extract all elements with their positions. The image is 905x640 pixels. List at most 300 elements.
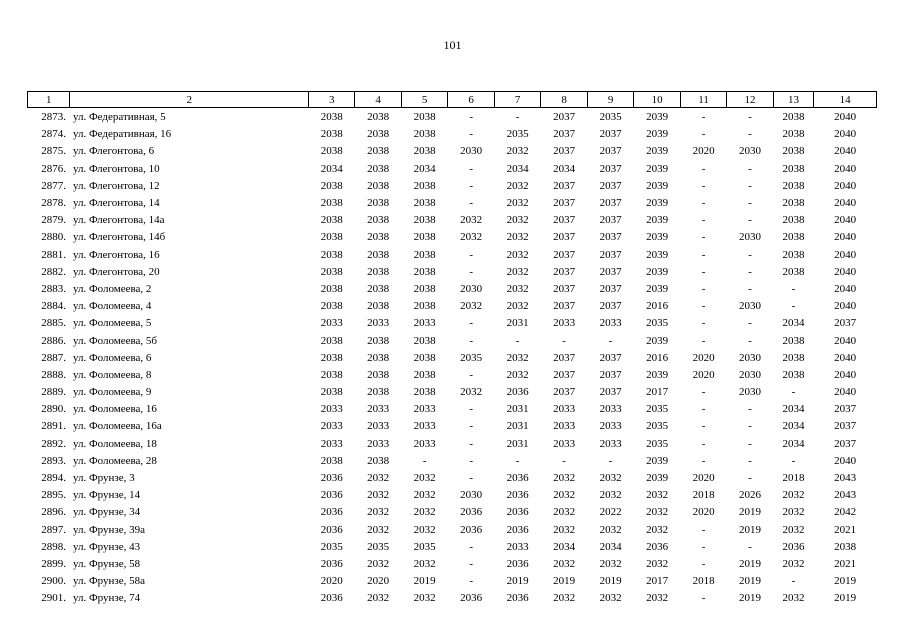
table-cell: 2032 — [553, 592, 576, 605]
table-cell: 2037 — [599, 282, 622, 295]
address-cell: ул. Федеративная, 16 — [72, 128, 172, 141]
table-row — [28, 315, 877, 332]
table-cell: 2038 — [320, 300, 343, 313]
table-row — [28, 126, 877, 143]
address-cell: ул. Фоломеева, 5б — [72, 334, 158, 347]
table-cell: 2038 — [413, 179, 436, 192]
table-row — [28, 229, 877, 246]
table-cell: 2038 — [782, 179, 805, 192]
table-cell: 2037 — [553, 128, 576, 141]
page-number: 101 — [443, 38, 462, 52]
row-number: 2884. — [41, 300, 66, 313]
table-cell: - — [791, 454, 796, 467]
address-cell: ул. Фоломеева, 8 — [72, 368, 152, 381]
table-cell: 2037 — [599, 300, 622, 313]
table-cell: 2036 — [506, 472, 529, 485]
table-cell: 2038 — [367, 454, 390, 467]
address-cell: ул. Фоломеева, 5 — [72, 317, 152, 330]
table-cell: 2036 — [506, 506, 529, 519]
address-cell: ул. Фрунзе, 39а — [72, 523, 145, 536]
table-cell: 2031 — [506, 437, 529, 450]
table-cell: 2038 — [367, 214, 390, 227]
table-cell: - — [701, 334, 706, 347]
table-cell: - — [748, 265, 752, 278]
table-cell: 2026 — [739, 489, 762, 502]
table-cell: 2038 — [782, 214, 805, 227]
table-cell: 2038 — [320, 214, 343, 227]
table-cell: 2034 — [506, 162, 529, 175]
table-cell: 2037 — [834, 420, 857, 433]
table-cell: 2032 — [782, 489, 805, 502]
row-number: 2875. — [41, 145, 66, 158]
table-cell: 2032 — [782, 592, 805, 605]
table-cell: - — [701, 231, 706, 244]
table-cell: 2040 — [834, 265, 857, 278]
table-cell: 2038 — [413, 334, 436, 347]
table-cell: - — [701, 300, 706, 313]
table-cell: - — [748, 162, 752, 175]
table-cell: 2032 — [506, 265, 529, 278]
address-cell: ул. Флегонтова, 14б — [72, 231, 166, 244]
table-cell: 2039 — [646, 472, 669, 485]
table-cell: 2039 — [646, 231, 669, 244]
address-cell: ул. Фрунзе, 3 — [72, 472, 135, 485]
table-cell: 2033 — [413, 403, 436, 416]
table-row — [28, 143, 877, 160]
table-cell: - — [469, 557, 473, 570]
table-cell: 2021 — [834, 557, 857, 570]
address-cell: ул. Фрунзе, 74 — [72, 592, 141, 605]
table-row — [28, 401, 877, 418]
row-number: 2874. — [41, 128, 66, 141]
table-cell: 2039 — [646, 248, 669, 261]
table-cell: 2038 — [367, 282, 390, 295]
table-header — [28, 92, 877, 108]
table-cell: 2038 — [320, 265, 343, 278]
address-cell: ул. Фрунзе, 58а — [72, 575, 145, 588]
table-cell: 2032 — [553, 472, 576, 485]
table-cell: 2037 — [553, 300, 576, 313]
table-cell: - — [748, 128, 752, 141]
table-cell: - — [748, 472, 752, 485]
column-header-6: 6 — [448, 92, 494, 108]
table-cell: 2030 — [739, 368, 762, 381]
table-cell: 2040 — [834, 351, 857, 364]
table-cell: 2038 — [320, 334, 343, 347]
table-cell: 2032 — [782, 523, 805, 536]
table-cell: 2021 — [834, 523, 857, 536]
table-cell: 2035 — [413, 540, 436, 553]
column-header-14: 14 — [814, 92, 877, 108]
table-cell: 2038 — [413, 351, 436, 364]
table-cell: - — [748, 317, 752, 330]
table-cell: 2039 — [646, 334, 669, 347]
table-cell: 2037 — [599, 265, 622, 278]
table-cell: 2033 — [320, 317, 343, 330]
column-header-13: 13 — [773, 92, 813, 108]
table-cell: 2043 — [834, 472, 857, 485]
address-cell: ул. Фоломеева, 16 — [72, 403, 157, 416]
table-row — [28, 178, 877, 195]
table-row — [28, 367, 877, 384]
table-cell: 2038 — [413, 145, 436, 158]
table-cell: 2042 — [834, 506, 857, 519]
table-row — [28, 470, 877, 487]
table-cell: - — [515, 334, 520, 347]
table-cell: 2037 — [553, 145, 576, 158]
table-cell: - — [608, 454, 613, 467]
table-cell: 2037 — [599, 197, 622, 210]
table-cell: 2038 — [413, 214, 436, 227]
table-cell: - — [701, 282, 706, 295]
table-cell: 2020 — [367, 575, 390, 588]
row-number: 2890. — [41, 403, 66, 416]
table-cell: 2037 — [599, 128, 622, 141]
table-cell: 2038 — [367, 179, 390, 192]
table-cell: 2038 — [320, 197, 343, 210]
table-cell: 2031 — [506, 420, 529, 433]
table-cell: 2040 — [834, 454, 857, 467]
table-cell: - — [748, 248, 752, 261]
table-cell: 2034 — [782, 403, 805, 416]
table-cell: 2037 — [599, 386, 622, 399]
table-cell: - — [701, 540, 706, 553]
address-cell: ул. Флегонтова, 6 — [72, 145, 155, 158]
table-row — [28, 590, 877, 607]
table-cell: 2038 — [320, 145, 343, 158]
address-cell: ул. Флегонтова, 10 — [72, 162, 160, 175]
table-cell: 2038 — [834, 540, 857, 553]
table-cell: 2030 — [739, 386, 762, 399]
table-cell: 2040 — [834, 214, 857, 227]
column-header-3: 3 — [308, 92, 354, 108]
address-cell: ул. Фрунзе, 43 — [72, 540, 141, 553]
table-cell: - — [748, 111, 752, 124]
address-cell: ул. Фрунзе, 14 — [72, 489, 141, 502]
table-cell: 2034 — [782, 420, 805, 433]
table-cell: 2032 — [506, 179, 529, 192]
table-cell: 2038 — [413, 300, 436, 313]
table-cell: 2039 — [646, 111, 669, 124]
header-row — [28, 92, 877, 108]
table-cell: 2032 — [460, 231, 483, 244]
table-cell: - — [562, 454, 566, 467]
column-header-11: 11 — [680, 92, 726, 108]
table-cell: 2032 — [413, 506, 436, 519]
column-header-8: 8 — [541, 92, 587, 108]
address-cell: ул. Фоломеева, 6 — [72, 351, 152, 364]
table-cell: 2038 — [413, 231, 436, 244]
table-cell: - — [701, 386, 706, 399]
table-cell: 2035 — [646, 437, 669, 450]
table-cell: 2031 — [506, 317, 529, 330]
address-cell: ул. Фрунзе, 58 — [72, 557, 141, 570]
table-cell: 2036 — [506, 592, 529, 605]
table-cell: 2032 — [646, 523, 669, 536]
table-cell: 2038 — [782, 162, 805, 175]
table-cell: 2037 — [553, 231, 576, 244]
table-cell: 2038 — [782, 197, 805, 210]
table-cell: 2030 — [460, 145, 483, 158]
table-cell: - — [701, 111, 706, 124]
table-cell: 2036 — [506, 557, 529, 570]
table-cell: 2032 — [506, 282, 529, 295]
table-cell: 2040 — [834, 386, 857, 399]
table-cell: - — [469, 128, 473, 141]
table-cell: 2034 — [553, 162, 576, 175]
table-cell: 2032 — [646, 506, 669, 519]
table-cell: - — [701, 248, 706, 261]
table-cell: 2035 — [320, 540, 343, 553]
table-cell: 2039 — [646, 265, 669, 278]
table-cell: 2036 — [320, 489, 343, 502]
table-cell: 2035 — [646, 317, 669, 330]
table-cell: 2036 — [460, 506, 483, 519]
table-cell: - — [469, 248, 473, 261]
table-cell: - — [469, 403, 473, 416]
table-cell: 2037 — [599, 214, 622, 227]
table-cell: 2034 — [320, 162, 343, 175]
table-cell: 2033 — [320, 403, 343, 416]
row-number: 2899. — [41, 557, 66, 570]
table-cell: 2033 — [553, 403, 576, 416]
table-cell: - — [469, 111, 473, 124]
table-cell: 2020 — [320, 575, 343, 588]
table-cell: 2035 — [460, 351, 483, 364]
table-cell: 2032 — [506, 197, 529, 210]
address-cell: ул. Флегонтова, 16 — [72, 248, 160, 261]
table-cell: 2032 — [599, 557, 622, 570]
table-cell: 2037 — [553, 197, 576, 210]
table-cell: 2036 — [506, 523, 529, 536]
column-header-7: 7 — [494, 92, 540, 108]
table-cell: - — [748, 334, 752, 347]
row-number: 2887. — [41, 351, 66, 364]
table-cell: 2037 — [599, 351, 622, 364]
table-cell: 2035 — [646, 420, 669, 433]
table-cell: 2032 — [782, 557, 805, 570]
table-cell: 2038 — [320, 179, 343, 192]
table-cell: - — [469, 179, 473, 192]
column-header-4: 4 — [355, 92, 401, 108]
table-cell: 2032 — [367, 557, 390, 570]
table-cell: 2038 — [413, 248, 436, 261]
table-cell: 2032 — [599, 472, 622, 485]
table-cell: 2037 — [599, 368, 622, 381]
table-cell: 2033 — [367, 420, 390, 433]
table-cell: 2031 — [506, 403, 529, 416]
table-cell: 2038 — [413, 197, 436, 210]
table-cell: 2039 — [646, 179, 669, 192]
table-cell: 2022 — [599, 506, 622, 519]
table-cell: 2037 — [553, 386, 576, 399]
table-cell: - — [701, 454, 706, 467]
table-cell: 2016 — [646, 300, 669, 313]
table-cell: 2033 — [367, 317, 390, 330]
table-cell: 2032 — [413, 489, 436, 502]
table-cell: 2039 — [646, 145, 669, 158]
table-cell: 2030 — [460, 282, 483, 295]
table-cell: - — [701, 128, 706, 141]
row-number: 2882. — [41, 265, 66, 278]
row-number: 2889. — [41, 386, 66, 399]
row-number: 2880. — [41, 231, 66, 244]
address-cell: ул. Флегонтова, 12 — [72, 179, 160, 192]
table-cell: 2033 — [320, 420, 343, 433]
table-cell: 2035 — [367, 540, 390, 553]
table-cell: - — [791, 575, 796, 588]
table-cell: 2032 — [506, 300, 529, 313]
table-cell: 2038 — [367, 231, 390, 244]
table-cell: 2032 — [367, 472, 390, 485]
table-cell: 2036 — [460, 523, 483, 536]
table-cell: 2038 — [367, 265, 390, 278]
table-cell: 2019 — [553, 575, 576, 588]
table-cell: 2038 — [367, 334, 390, 347]
row-number: 2888. — [41, 368, 66, 381]
table-row — [28, 504, 877, 521]
table-cell: 2017 — [646, 575, 669, 588]
table-cell: 2034 — [413, 162, 436, 175]
table-cell: 2019 — [739, 592, 762, 605]
table-cell: - — [701, 557, 706, 570]
table-cell: 2038 — [413, 128, 436, 141]
row-number: 2897. — [41, 523, 66, 536]
table-cell: 2033 — [553, 437, 576, 450]
table-cell: - — [748, 454, 752, 467]
table-cell: 2036 — [506, 386, 529, 399]
table-cell: 2039 — [646, 128, 669, 141]
table-cell: - — [469, 317, 473, 330]
table-cell: - — [701, 214, 706, 227]
table-cell: 2032 — [413, 592, 436, 605]
table-cell: - — [469, 162, 473, 175]
table-cell: - — [701, 437, 706, 450]
table-cell: 2036 — [320, 592, 343, 605]
table-cell: - — [748, 403, 752, 416]
table-cell: 2032 — [367, 592, 390, 605]
table-cell: 2032 — [367, 506, 390, 519]
row-number: 2883. — [41, 282, 66, 295]
table-row — [28, 247, 877, 264]
table-cell: 2035 — [599, 111, 622, 124]
table-cell: 2040 — [834, 111, 857, 124]
table-cell: - — [748, 179, 752, 192]
table-cell: 2033 — [413, 420, 436, 433]
table-cell: 2039 — [646, 197, 669, 210]
table-cell: 2032 — [460, 214, 483, 227]
table-row — [28, 453, 877, 470]
table-cell: - — [701, 265, 706, 278]
table-cell: 2019 — [413, 575, 436, 588]
table-cell: 2038 — [320, 368, 343, 381]
table-cell: - — [701, 197, 706, 210]
table-cell: 2040 — [834, 282, 857, 295]
table-cell: - — [608, 334, 613, 347]
table-cell: 2038 — [367, 300, 390, 313]
table-cell: 2017 — [646, 386, 669, 399]
table-row — [28, 556, 877, 573]
table-cell: 2033 — [599, 420, 622, 433]
table-cell: 2032 — [553, 489, 576, 502]
table-cell: 2033 — [413, 317, 436, 330]
schedule-table — [27, 91, 877, 607]
table-cell: - — [701, 179, 706, 192]
table-cell: 2032 — [506, 214, 529, 227]
table-cell: 2034 — [553, 540, 576, 553]
address-cell: ул. Флегонтова, 14а — [72, 214, 165, 227]
table-cell: 2032 — [506, 248, 529, 261]
table-cell: - — [469, 368, 473, 381]
table-cell: 2030 — [739, 231, 762, 244]
table-cell: 2036 — [320, 557, 343, 570]
row-number: 2896. — [41, 506, 66, 519]
table-cell: 2038 — [320, 454, 343, 467]
column-header-10: 10 — [634, 92, 680, 108]
row-number: 2891. — [41, 420, 66, 433]
table-cell: 2033 — [367, 437, 390, 450]
table-cell: 2038 — [782, 128, 805, 141]
table-cell: 2038 — [367, 368, 390, 381]
table-cell: 2037 — [553, 179, 576, 192]
column-header-5: 5 — [401, 92, 447, 108]
table-cell: 2038 — [367, 386, 390, 399]
table-cell: 2038 — [367, 111, 390, 124]
table-row — [28, 573, 877, 590]
table-cell: 2020 — [692, 351, 715, 364]
table-cell: 2034 — [782, 437, 805, 450]
table-cell: 2033 — [599, 403, 622, 416]
row-number: 2898. — [41, 540, 66, 553]
table-cell: 2037 — [553, 111, 576, 124]
table-cell: 2034 — [782, 317, 805, 330]
table-cell: 2037 — [553, 282, 576, 295]
table-cell: 2037 — [553, 265, 576, 278]
table-cell: 2033 — [599, 317, 622, 330]
table-row — [28, 161, 877, 178]
table-cell: 2018 — [692, 575, 715, 588]
table-cell: 2032 — [646, 489, 669, 502]
table-cell: 2032 — [460, 300, 483, 313]
table-cell: 2020 — [692, 506, 715, 519]
row-number: 2900. — [41, 575, 66, 588]
row-number: 2886. — [41, 334, 66, 347]
table-cell: 2019 — [739, 557, 762, 570]
table-cell: 2038 — [320, 282, 343, 295]
table-cell: 2038 — [367, 162, 390, 175]
table-cell: 2038 — [413, 265, 436, 278]
table-cell: 2037 — [599, 231, 622, 244]
table-cell: 2030 — [739, 145, 762, 158]
table-cell: 2032 — [367, 489, 390, 502]
table-row — [28, 108, 877, 127]
table-cell: - — [469, 437, 473, 450]
table-cell: - — [469, 265, 473, 278]
table-row — [28, 436, 877, 453]
table-row — [28, 539, 877, 556]
table-cell: 2019 — [739, 523, 762, 536]
table-cell: 2020 — [692, 368, 715, 381]
table-cell: 2036 — [460, 592, 483, 605]
table-cell: 2037 — [834, 437, 857, 450]
table-cell: 2039 — [646, 214, 669, 227]
table-cell: - — [748, 282, 752, 295]
address-cell: ул. Фоломеева, 4 — [72, 300, 152, 313]
table-cell: - — [701, 592, 706, 605]
table-cell: 2038 — [782, 111, 805, 124]
table-cell: - — [562, 334, 566, 347]
table-cell: - — [748, 197, 752, 210]
